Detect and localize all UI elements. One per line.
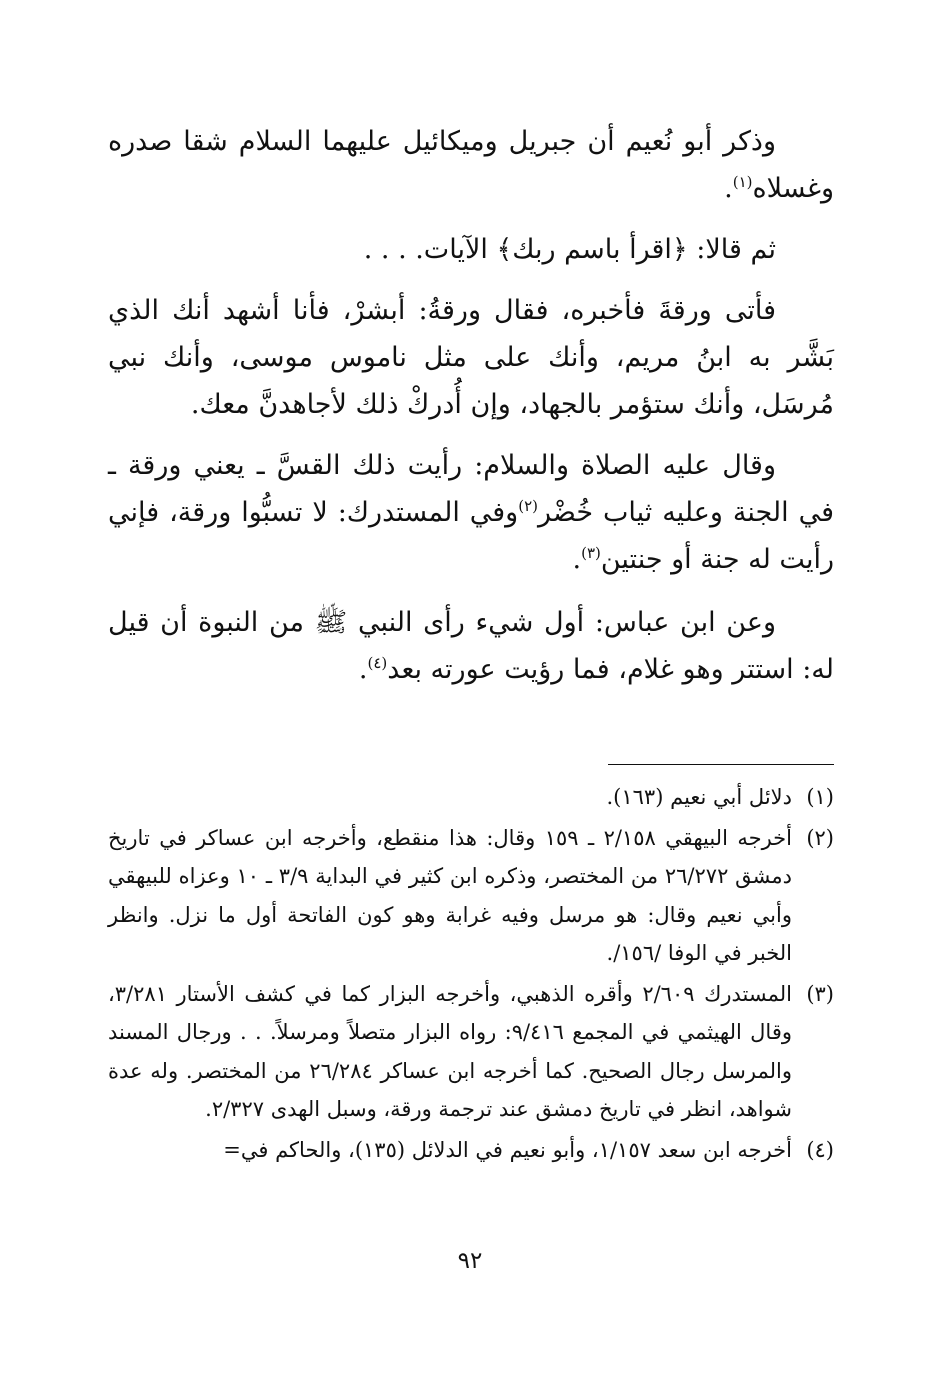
footnote-3 bbox=[108, 975, 834, 1129]
footnote-text: أخرجه البيهقي ٢/١٥٨ ـ ١٥٩ وقال: هذا منقطع، وأخرجه ابن عساكر في تاريخ دمشق ٢٦/٢٧٢ من المختصر، وذكره ابن كثير في البداية ٣/٩ ـ ١٠ وعزاه للبيهقي وأبي نعيم وقال: هو مرسل وفيه غرابة وهو كون الفاتحة أول ما نزل. وانظر الخبر في الوفا /١٥٦/. bbox=[108, 825, 792, 965]
paragraph-1-text: وذكر أبو نُعيم أن جبريل وميكائيل عليهما السلام شقا صدره وغسلاه bbox=[108, 126, 834, 204]
paragraph-5 bbox=[108, 599, 834, 693]
footnote-ref-4[interactable]: (٤) bbox=[367, 654, 388, 672]
footnote-text: دلائل أبي نعيم (١٦٣). bbox=[606, 785, 792, 809]
footnote-2 bbox=[108, 819, 834, 973]
page-number: ٩٢ bbox=[457, 1248, 483, 1274]
paragraph-5-end: . bbox=[358, 654, 368, 685]
paragraph-5-text: وعن ابن عباس: أول شيء رأى النبي ﷺ من النبوة أن قيل له: استتر وهو غلام، فما رؤيت عورته بعد bbox=[108, 607, 834, 685]
paragraph-2 bbox=[108, 226, 834, 273]
footnotes bbox=[108, 778, 834, 1171]
footnote-text: المستدرك ٢/٦٠٩ وأقره الذهبي، وأخرجه البزار كما في كشف الأستار ٣/٢٨١، وقال الهيثمي في المجمع ٩/٤١٦: رواه البزار متصلاً ومرسلاً. . . ورجال المسند والمرسل رجال الصحيح. كما أخرجه ابن عساكر ٢٦/٢٨٤ من المختصر. وله عدة شواهد، انظر في تاريخ دمشق عند ترجمة ورقة، وسبل الهدى ٢/٣٢٧. bbox=[108, 981, 792, 1121]
main-text bbox=[108, 118, 834, 707]
paragraph-2-text: ثم قالا: ﴿اقرأ باسم ربك﴾ الآيات. . . . bbox=[363, 234, 776, 265]
paragraph-1 bbox=[108, 118, 834, 212]
footnote-separator bbox=[608, 764, 834, 765]
footnote-text: أخرجه ابن سعد ١/١٥٧، وأبو نعيم في الدلائل (١٣٥)، والحاكم في= bbox=[223, 1137, 792, 1162]
footnote-number: (٢) bbox=[806, 825, 834, 850]
footnote-4 bbox=[108, 1131, 834, 1170]
footnote-number: (١) bbox=[806, 785, 834, 809]
footnote-number: (٣) bbox=[806, 981, 834, 1006]
paragraph-3-text: فأتى ورقةَ فأخبره، فقال ورقةُ: أبشرْ، فأنا أشهد أنك الذي بَشَّر به ابنُ مريم، وأنك على مثل ناموس موسى، وأنك نبي مُرسَل، وأنك ستؤمر بالجهاد، وإن أُدركْ ذلك لأجاهدنَّ معك. bbox=[108, 295, 834, 420]
paragraph-4-text-b: وفي المستدرك: لا تسبُّوا ورقة، فإني رأيت له جنة أو جنتين bbox=[108, 497, 834, 575]
footnote-1 bbox=[108, 778, 834, 817]
footnote-ref-2[interactable]: (٢) bbox=[518, 497, 539, 515]
paragraph-3 bbox=[108, 287, 834, 428]
paragraph-4-end: . bbox=[572, 544, 582, 575]
paragraph-4-text-a: وقال عليه الصلاة والسلام: رأيت ذلك القسَّ ـ يعني ورقة ـ في الجنة وعليه ثياب خُضْر bbox=[108, 450, 835, 528]
footnote-ref-1[interactable]: (١) bbox=[732, 173, 753, 191]
footnote-ref-3[interactable]: (٣) bbox=[581, 544, 601, 562]
paragraph-4 bbox=[108, 442, 834, 583]
paragraph-1-end: . bbox=[724, 173, 733, 204]
footnote-number: (٤) bbox=[806, 1137, 834, 1162]
